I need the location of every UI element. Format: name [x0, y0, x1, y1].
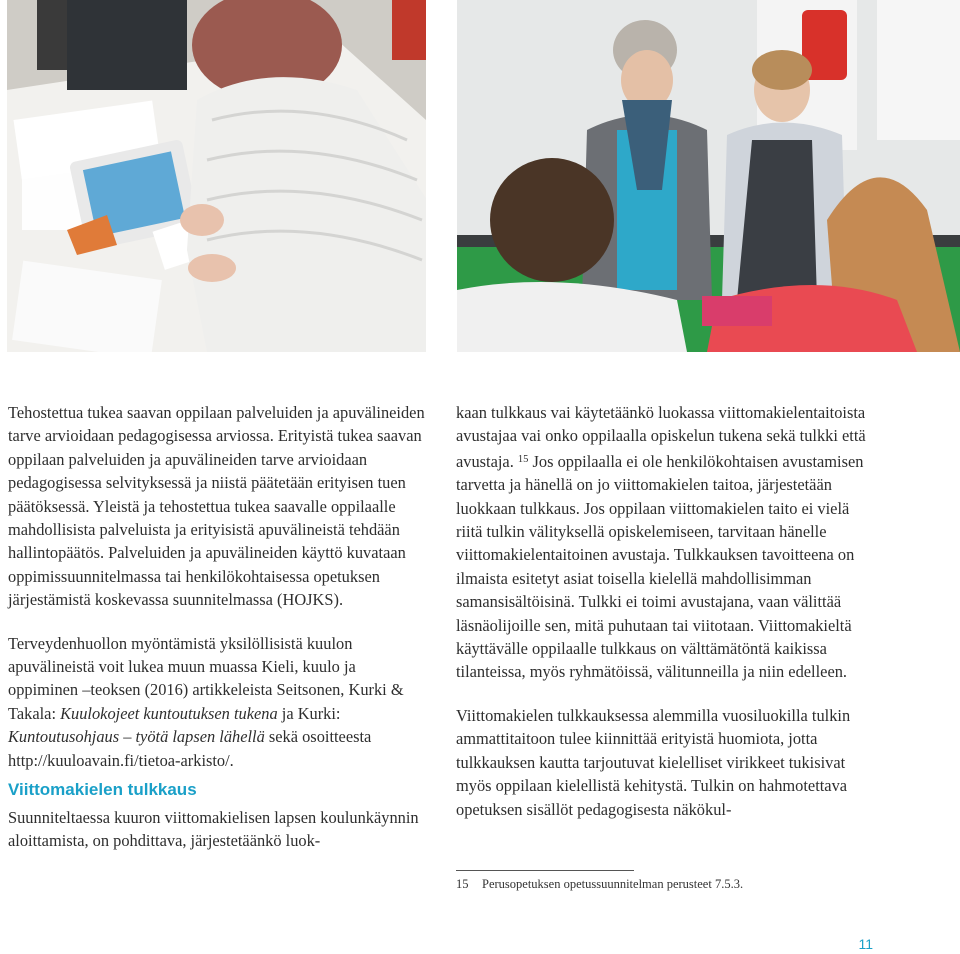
footnote-text: Perusopetuksen opetussuunnitelman perusteet 7.5.3. — [482, 877, 744, 891]
footnote — [456, 877, 743, 892]
page-number: 11 — [858, 936, 873, 952]
paragraph-hearing-aids — [8, 632, 426, 772]
article-title-2: Kuntoutusohjaus – työtä lapsen lähellä — [8, 727, 265, 747]
photo-students-tablet — [7, 0, 426, 352]
paragraph-support-services: Tehostettua tukea saavan oppilaan palveluiden ja apuvälineiden tarve arvioidaan pedagogisessa arviossa. Erityistä tukea saavan oppilaan palveluiden ja apuvälineiden tarve arvioidaan pedagogisessa selvityksessä ja niistä päätetään erityisen tuen päätöksessä. Yleistä ja tehostettua tukea saavalle oppilaalle mahdollisista palveluista ja erityisistä apuvälineistä tehdään hallintopäätös. Palveluiden ja apuvälineiden käyttö kuvataan oppimissuunnitelmassa tai henkilökohtaisessa opetuksen järjestämistä koskevassa suunnitelmassa (HOJKS). — [8, 403, 425, 610]
footnote-divider — [456, 870, 634, 871]
paragraph-interpretation-part-1: kaan tulkkaus vai käytetäänkö luokassa viittomakielentaitoista avustajaa vai onko oppilaalla opiskelun tukena sekä tulkki että avustaja. — [456, 403, 866, 471]
paragraph-hearing-aids-part-1: Terveydenhuollon myöntämistä yksilöllisistä kuulon apuvälineistä voit lukea muun muassa Kieli, kuulo ja oppiminen –teoksen (2016) artikkeleista Seitsonen, Kurki & Takala: — [8, 633, 404, 723]
paragraph-hearing-aids-part-3: sekä osoitteesta http://kuuloavain.fi/tietoa-arkisto/. — [8, 727, 372, 770]
paragraph-interpretation-part-2: Jos oppilaalla ei ole henkilökohtaisen avustamisen tarvetta ja hänellä on jo viittomakielen taitoa, järjestetään luokkaan tulkkaus. Jos oppilaan viittomakielen taito ei vielä riitä tulkin välityksellä opiskelemiseen, tarvitaan hänelle viittomakielentaitoinen avustaja. Tulkkauksen tavoitteena on ilmaista esitetyt asiat toisella kielellä mahdollisimman samansisältöisinä. Tulkki ei toimi avustajana, vaan välittää läsnäolijoille sen, mitä puhutaan tai viitotaan. Viittomakieltä käyttävälle oppilaalle tulkkaus on välttämätöntä kaikissa tilanteissa, myös ryhmätöissä, välitunneilla ja niin edelleen. — [456, 451, 864, 682]
photo-teachers-signing — [457, 0, 960, 352]
left-text-column — [8, 401, 426, 852]
photo-students-tablet-graphic — [7, 0, 426, 352]
section-heading: Viittomakielen tulkkaus — [8, 780, 197, 800]
right-text-column — [456, 401, 876, 821]
paragraph-interpretation — [456, 401, 876, 684]
footnote-reference: 15 — [517, 453, 529, 465]
paragraph-sign-language-intro: Suunniteltaessa kuuron viittomakielisen lapsen koulunkäynnin aloittamista, on pohdittava, järjestetäänkö luok- — [8, 807, 419, 850]
paragraph-interpreter-skills: Viittomakielen tulkkauksessa alemmilla vuosiluokilla tulkin ammattitaitoon tulee kiinnittää erityistä huomiota, jotta tulkkauksen kautta tarjoutuvat kielelliset virikkeet tukisivat myös oppilaan kielellistä kehitystä. Tulkin on hahmotettava opetuksen sisällöt pedagogisesta näkökul- — [456, 705, 851, 819]
photo-teachers-signing-graphic — [457, 0, 960, 352]
footnote-number: 15 — [456, 877, 469, 891]
article-title-1: Kuulokojeet kuntoutuksen tukena — [60, 703, 278, 723]
paragraph-hearing-aids-part-2: ja Kurki: — [277, 703, 341, 723]
